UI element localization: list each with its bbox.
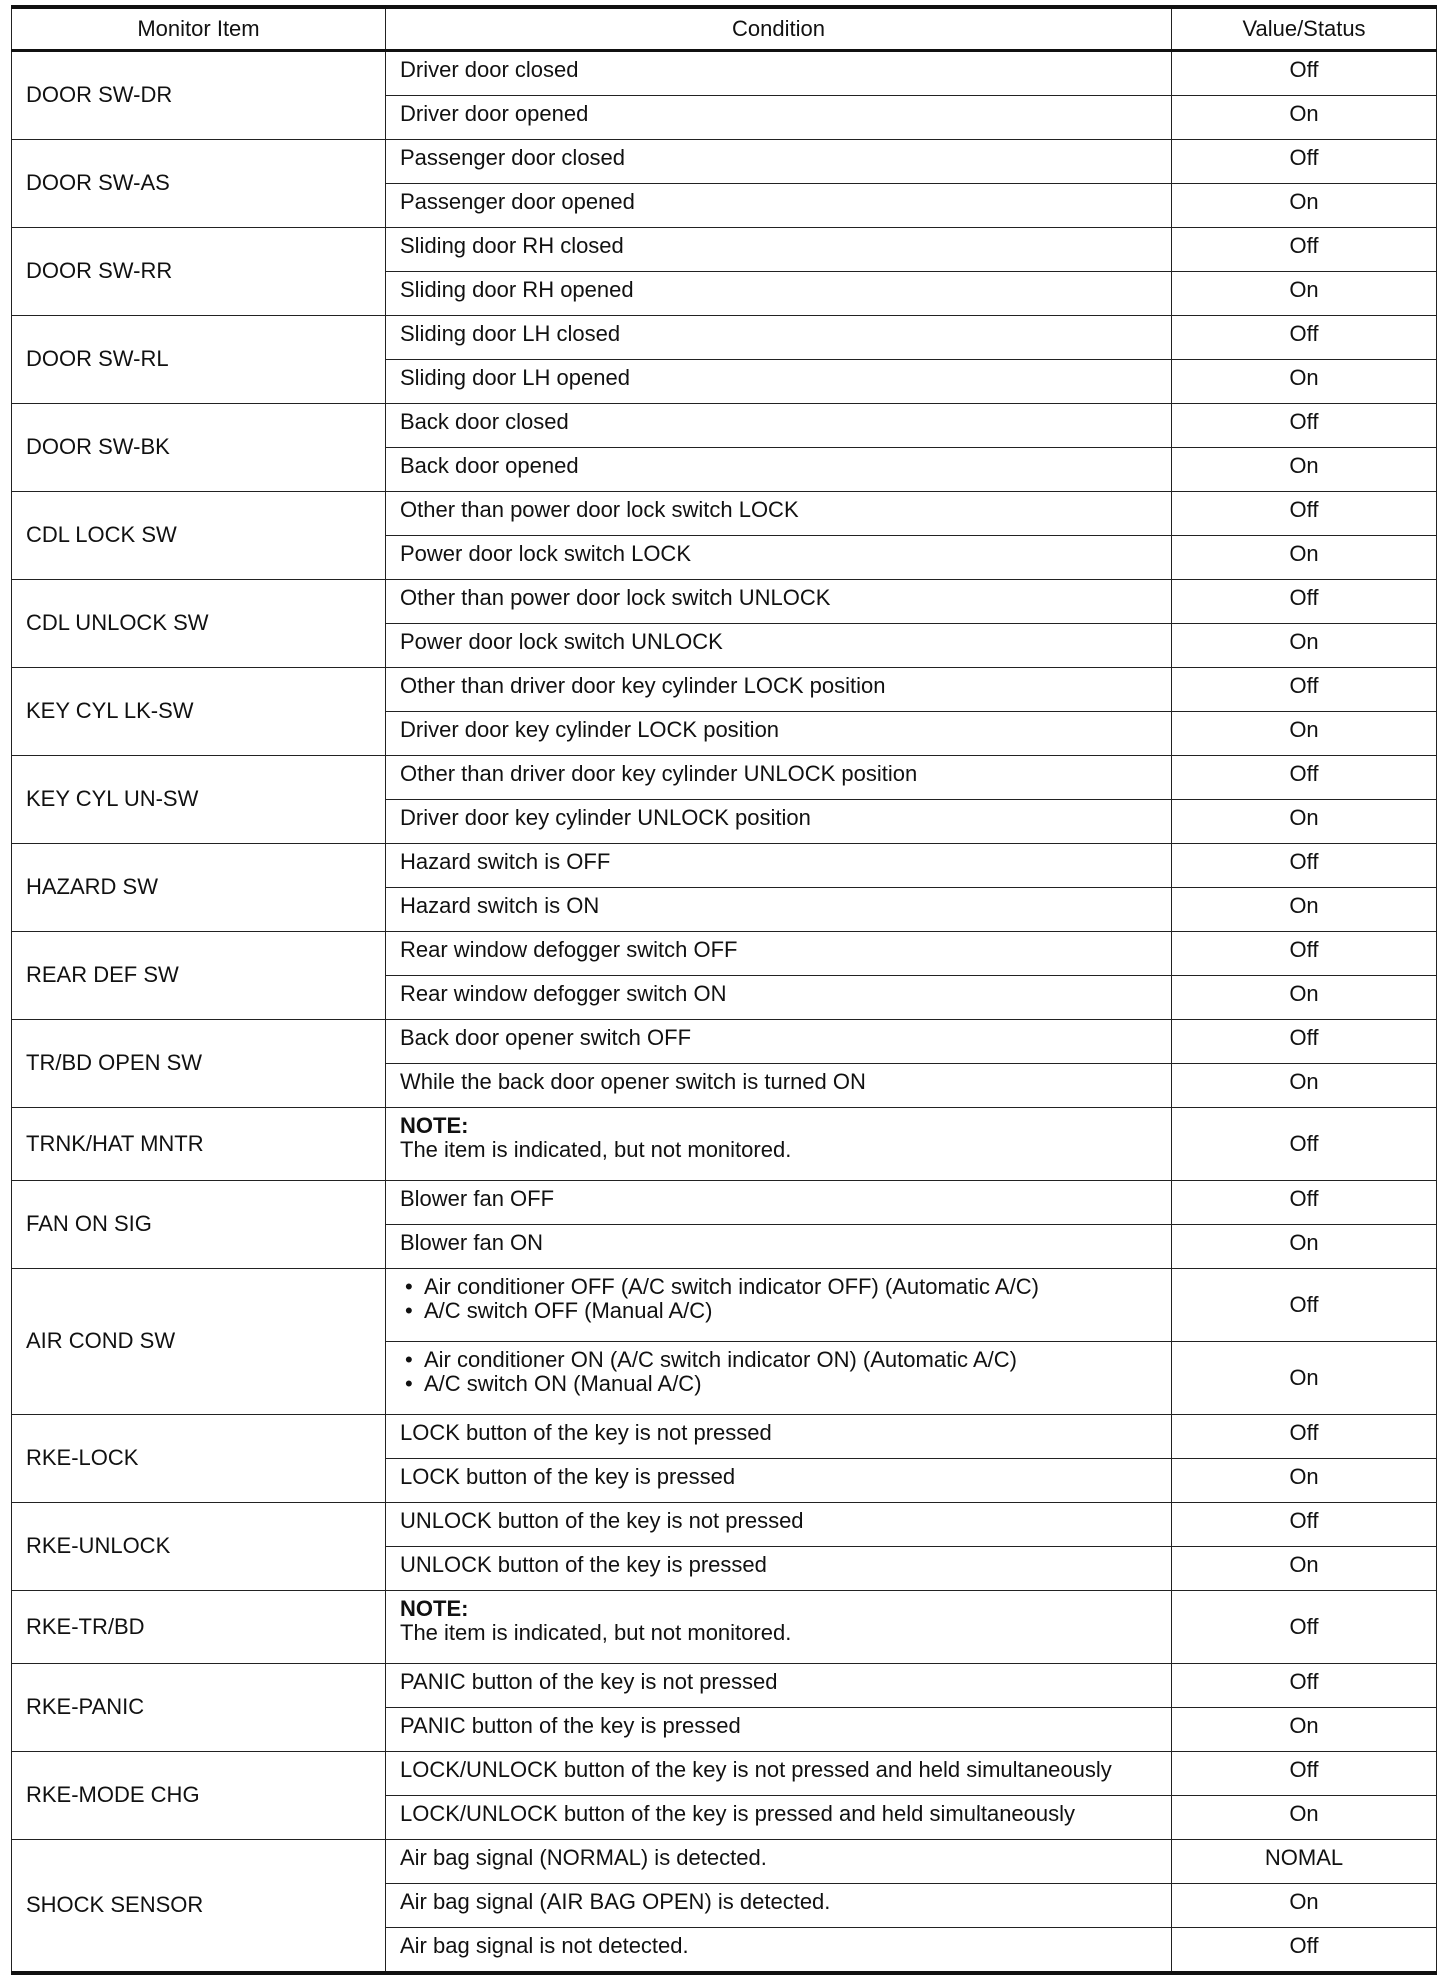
condition-bullet-item: • A/C switch OFF (Manual A/C) — [400, 1299, 1171, 1323]
monitor-item-cell: RKE-MODE CHG — [12, 1752, 386, 1840]
table-row — [12, 316, 1437, 360]
condition-bullet-item: • A/C switch ON (Manual A/C) — [400, 1372, 1171, 1396]
monitor-item-cell: KEY CYL UN-SW — [12, 756, 386, 844]
monitor-item-cell: KEY CYL LK-SW — [12, 668, 386, 756]
table-row — [12, 1269, 1437, 1342]
condition-cell: Air bag signal (NORMAL) is detected. — [386, 1840, 1172, 1884]
value-status-cell: On — [1172, 1225, 1437, 1269]
monitor-item-cell: DOOR SW-RR — [12, 228, 386, 316]
condition-bullet-item: • Air conditioner OFF (A/C switch indicator OFF) (Automatic A/C) — [400, 1275, 1171, 1299]
monitor-item-cell: DOOR SW-DR — [12, 51, 386, 140]
value-status-cell: On — [1172, 448, 1437, 492]
value-status-cell: Off — [1172, 140, 1437, 184]
condition-bullet-item: • Air conditioner ON (A/C switch indicator ON) (Automatic A/C) — [400, 1348, 1171, 1372]
condition-cell: While the back door opener switch is turned ON — [386, 1064, 1172, 1108]
note-text: The item is indicated, but not monitored. — [400, 1137, 792, 1163]
table-row — [12, 1181, 1437, 1225]
table-row — [12, 51, 1437, 96]
table-row — [12, 228, 1437, 272]
monitor-item-cell: RKE-TR/BD — [12, 1591, 386, 1664]
monitor-item-cell: FAN ON SIG — [12, 1181, 386, 1269]
note-label: NOTE: — [400, 1113, 469, 1138]
value-status-cell: Off — [1172, 756, 1437, 800]
condition-cell: Back door opener switch OFF — [386, 1020, 1172, 1064]
table-row — [12, 1591, 1437, 1664]
value-status-cell: Off — [1172, 492, 1437, 536]
table-header-row — [12, 7, 1437, 51]
condition-cell: Air bag signal (AIR BAG OPEN) is detected. — [386, 1884, 1172, 1928]
note-text: The item is indicated, but not monitored. — [400, 1620, 792, 1646]
monitor-item-cell: HAZARD SW — [12, 844, 386, 932]
value-status-cell: On — [1172, 624, 1437, 668]
value-status-cell: Off — [1172, 404, 1437, 448]
condition-cell: Rear window defogger switch ON — [386, 976, 1172, 1020]
value-status-cell: Off — [1172, 580, 1437, 624]
condition-cell: Air bag signal is not detected. — [386, 1928, 1172, 1974]
value-status-cell: On — [1172, 712, 1437, 756]
condition-cell: Rear window defogger switch OFF — [386, 932, 1172, 976]
monitor-item-cell: TR/BD OPEN SW — [12, 1020, 386, 1108]
table-row — [12, 932, 1437, 976]
header-condition: Condition — [386, 7, 1172, 51]
value-status-cell: Off — [1172, 668, 1437, 712]
condition-cell: PANIC button of the key is not pressed — [386, 1664, 1172, 1708]
monitor-item-cell: TRNK/HAT MNTR — [12, 1108, 386, 1181]
condition-cell: Driver door key cylinder LOCK position — [386, 712, 1172, 756]
condition-cell: Other than driver door key cylinder LOCK position — [386, 668, 1172, 712]
condition-cell — [386, 1108, 1172, 1181]
value-status-cell: Off — [1172, 844, 1437, 888]
condition-cell: Power door lock switch UNLOCK — [386, 624, 1172, 668]
condition-cell: LOCK/UNLOCK button of the key is pressed and held simultaneously — [386, 1796, 1172, 1840]
monitor-item-cell: RKE-UNLOCK — [12, 1503, 386, 1591]
document-page — [11, 5, 1436, 1975]
monitor-item-cell: DOOR SW-AS — [12, 140, 386, 228]
value-status-cell: Off — [1172, 228, 1437, 272]
value-status-cell: On — [1172, 184, 1437, 228]
monitor-item-cell: CDL LOCK SW — [12, 492, 386, 580]
table-row — [12, 1840, 1437, 1884]
monitor-item-cell: REAR DEF SW — [12, 932, 386, 1020]
table-row — [12, 1020, 1437, 1064]
condition-cell: Sliding door RH opened — [386, 272, 1172, 316]
value-status-cell: Off — [1172, 1415, 1437, 1459]
condition-cell: Blower fan ON — [386, 1225, 1172, 1269]
table-row — [12, 492, 1437, 536]
value-status-cell: Off — [1172, 1591, 1437, 1664]
value-status-cell: On — [1172, 96, 1437, 140]
table-row — [12, 756, 1437, 800]
condition-cell: Hazard switch is ON — [386, 888, 1172, 932]
monitor-item-table — [11, 5, 1437, 1975]
header-monitor-item: Monitor Item — [12, 7, 386, 51]
value-status-cell: Off — [1172, 932, 1437, 976]
table-row — [12, 140, 1437, 184]
value-status-cell: Off — [1172, 1269, 1437, 1342]
condition-cell: Sliding door LH closed — [386, 316, 1172, 360]
condition-bullet-list — [400, 1275, 1171, 1323]
monitor-item-cell: AIR COND SW — [12, 1269, 386, 1415]
value-status-cell: On — [1172, 1459, 1437, 1503]
value-status-cell: On — [1172, 800, 1437, 844]
condition-cell: Sliding door LH opened — [386, 360, 1172, 404]
condition-cell: Hazard switch is OFF — [386, 844, 1172, 888]
value-status-cell: On — [1172, 1708, 1437, 1752]
value-status-cell: Off — [1172, 1108, 1437, 1181]
condition-cell: Other than power door lock switch LOCK — [386, 492, 1172, 536]
table-row — [12, 668, 1437, 712]
condition-cell: Back door opened — [386, 448, 1172, 492]
value-status-cell: NOMAL — [1172, 1840, 1437, 1884]
value-status-cell: Off — [1172, 316, 1437, 360]
condition-cell: Passenger door opened — [386, 184, 1172, 228]
table-row — [12, 404, 1437, 448]
monitor-item-cell: DOOR SW-BK — [12, 404, 386, 492]
monitor-item-cell: CDL UNLOCK SW — [12, 580, 386, 668]
condition-cell — [386, 1591, 1172, 1664]
value-status-cell: On — [1172, 272, 1437, 316]
value-status-cell: On — [1172, 1547, 1437, 1591]
value-status-cell: Off — [1172, 1664, 1437, 1708]
value-status-cell: Off — [1172, 1181, 1437, 1225]
condition-cell: LOCK/UNLOCK button of the key is not pressed and held simultaneously — [386, 1752, 1172, 1796]
condition-cell: PANIC button of the key is pressed — [386, 1708, 1172, 1752]
condition-cell: UNLOCK button of the key is pressed — [386, 1547, 1172, 1591]
value-status-cell: Off — [1172, 1752, 1437, 1796]
condition-cell: Driver door opened — [386, 96, 1172, 140]
condition-cell: Sliding door RH closed — [386, 228, 1172, 272]
value-status-cell: Off — [1172, 1503, 1437, 1547]
value-status-cell: Off — [1172, 51, 1437, 96]
header-value-status: Value/Status — [1172, 7, 1437, 51]
note-label: NOTE: — [400, 1596, 469, 1621]
condition-cell — [386, 1342, 1172, 1415]
table-row — [12, 580, 1437, 624]
condition-cell: Other than driver door key cylinder UNLOCK position — [386, 756, 1172, 800]
condition-cell: Other than power door lock switch UNLOCK — [386, 580, 1172, 624]
monitor-item-cell: RKE-LOCK — [12, 1415, 386, 1503]
table-row — [12, 844, 1437, 888]
value-status-cell: On — [1172, 1342, 1437, 1415]
condition-cell: Driver door closed — [386, 51, 1172, 96]
value-status-cell: On — [1172, 1884, 1437, 1928]
monitor-item-cell: SHOCK SENSOR — [12, 1840, 386, 1974]
value-status-cell: On — [1172, 976, 1437, 1020]
value-status-cell: On — [1172, 536, 1437, 580]
monitor-item-cell: RKE-PANIC — [12, 1664, 386, 1752]
table-row — [12, 1664, 1437, 1708]
value-status-cell: Off — [1172, 1928, 1437, 1974]
condition-cell: UNLOCK button of the key is not pressed — [386, 1503, 1172, 1547]
condition-bullet-list — [400, 1348, 1171, 1396]
table-row — [12, 1415, 1437, 1459]
condition-cell: Blower fan OFF — [386, 1181, 1172, 1225]
value-status-cell: On — [1172, 360, 1437, 404]
value-status-cell: On — [1172, 1064, 1437, 1108]
condition-cell: Passenger door closed — [386, 140, 1172, 184]
condition-cell: LOCK button of the key is not pressed — [386, 1415, 1172, 1459]
value-status-cell: On — [1172, 1796, 1437, 1840]
value-status-cell: Off — [1172, 1020, 1437, 1064]
monitor-item-cell: DOOR SW-RL — [12, 316, 386, 404]
condition-cell — [386, 1269, 1172, 1342]
table-body — [12, 51, 1437, 1974]
condition-cell: LOCK button of the key is pressed — [386, 1459, 1172, 1503]
condition-cell: Driver door key cylinder UNLOCK position — [386, 800, 1172, 844]
value-status-cell: On — [1172, 888, 1437, 932]
table-row — [12, 1108, 1437, 1181]
table-row — [12, 1752, 1437, 1796]
condition-cell: Back door closed — [386, 404, 1172, 448]
table-row — [12, 1503, 1437, 1547]
condition-cell: Power door lock switch LOCK — [386, 536, 1172, 580]
